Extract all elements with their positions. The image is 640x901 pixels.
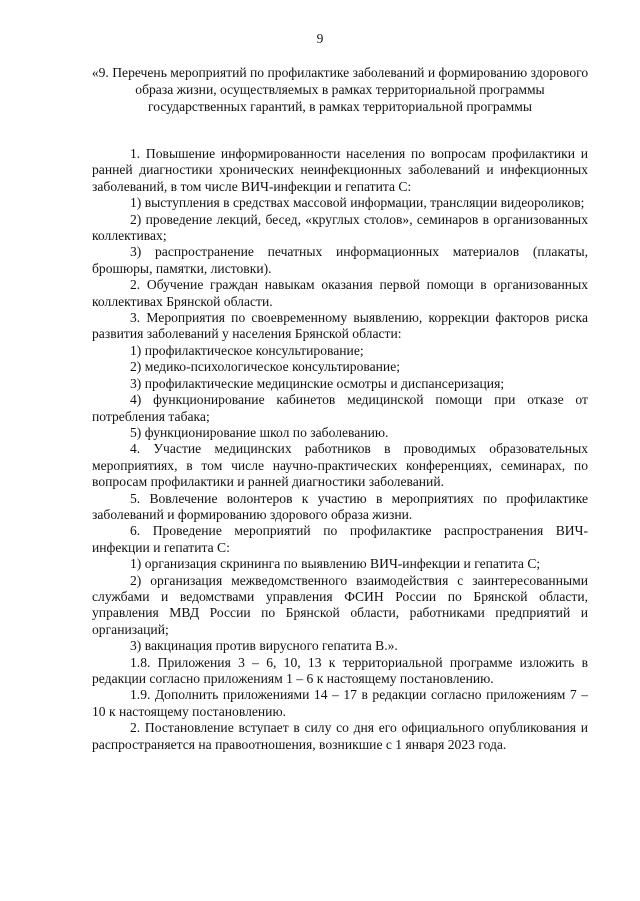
paragraph: 2. Постановление вступает в силу со дня его официального опубликования и распространяется на правоотношения, возникшие с 1 января 2023 года. bbox=[92, 720, 588, 752]
paragraph: 1. Повышение информированности населения по вопросам профилактики и ранней диагностики хронических неинфекционных заболеваний и инфекционных заболеваний, в том числе ВИЧ-инфекции и гепатита С: bbox=[92, 146, 588, 194]
paragraph: 3) вакцинация против вирусного гепатита В.». bbox=[130, 638, 398, 654]
paragraph: 1) профилактическое консультирование; bbox=[130, 342, 364, 358]
paragraph: 5. Вовлечение волонтеров к участию в мероприятиях по профилактике заболеваний и формированию здорового образа жизни. bbox=[92, 490, 588, 522]
paragraph: 1.9. Дополнить приложениями 14 – 17 в редакции согласно приложениям 7 – 10 к настоящему постановлению. bbox=[92, 687, 588, 719]
paragraph: 1) организация скрининга по выявлению ВИЧ-инфекции и гепатита С; bbox=[130, 556, 541, 572]
paragraph: 2) организация межведомственного взаимодействия с заинтересованными службами и ведомствами управления ФСИН России по Брянской области, управления МВД России по Брянской области, работниками предприятий и организаций; bbox=[92, 572, 588, 637]
paragraph: 3) профилактические медицинские осмотры и диспансеризация; bbox=[130, 375, 505, 391]
paragraph: 6. Проведение мероприятий по профилактике распространения ВИЧ-инфекции и гепатита С: bbox=[92, 523, 588, 555]
paragraph: 2) медико-психологическое консультирование; bbox=[130, 359, 401, 375]
paragraph: 4. Участие медицинских работников в проводимых образовательных мероприятиях, в том числе научно-практических конференциях, семинарах, по вопросам профилактики и ранней диагностики заболеваний. bbox=[92, 441, 588, 490]
page-number: 9 bbox=[316, 31, 324, 46]
section-heading: «9. Перечень мероприятий по профилактике заболеваний и формированию здорового образа жизни, осуществляемых в рамках территориальной программы государственных гарантий, в рамках территориальной программы bbox=[91, 65, 589, 114]
document-body bbox=[92, 146, 588, 753]
paragraph: 2) проведение лекций, бесед, «круглых столов», семинаров в организованных коллективах; bbox=[92, 211, 588, 244]
paragraph: 3. Мероприятия по своевременному выявлению, коррекции факторов риска развития заболеваний у населения Брянской области: bbox=[92, 310, 588, 342]
paragraph: 1) выступления в средствах массовой информации, трансляции видеороликов; bbox=[130, 195, 585, 211]
paragraph: 2. Обучение граждан навыкам оказания первой помощи в организованных коллективах Брянской области. bbox=[92, 277, 588, 309]
paragraph: 4) функционирование кабинетов медицинской помощи при отказе от потребления табака; bbox=[92, 392, 588, 424]
paragraph: 5) функционирование школ по заболеванию. bbox=[130, 424, 389, 440]
paragraph: 3) распространение печатных информационных материалов (плакаты, брошюры, памятки, листовки). bbox=[92, 244, 588, 276]
paragraph: 1.8. Приложения 3 – 6, 10, 13 к территориальной программе изложить в редакции согласно приложениям 1 – 6 к настоящему постановлению. bbox=[92, 654, 588, 686]
